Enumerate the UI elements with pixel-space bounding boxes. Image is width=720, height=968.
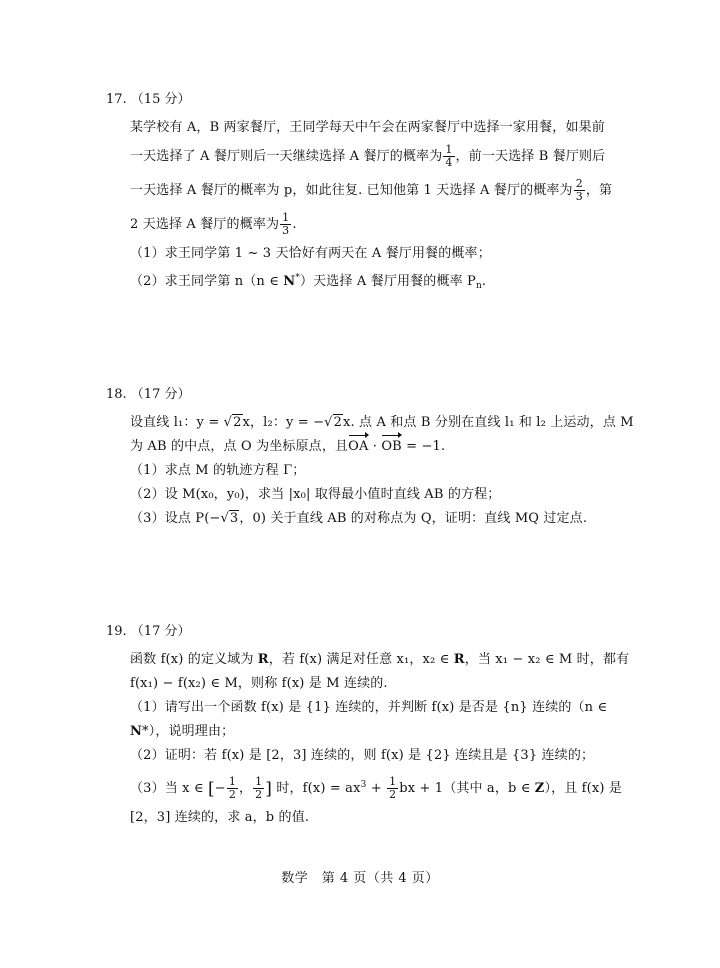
problem-17-body [130, 116, 626, 298]
problem-19 [106, 622, 630, 830]
sqrt-two: √2 [223, 415, 242, 430]
problem-18-line-2: 为 AB 的中点，点 O 为坐标原点，且OA · OB = −1. [130, 435, 626, 459]
problem-17-header: 17. （15 分） [106, 92, 191, 107]
problem-19-line-1: 函数 f(x) 的定义域为 R，若 f(x) 满足对任意 x₁，x₂ ∈ R，当 x₁ − x₂ ∈ M 时，都有 [130, 652, 630, 667]
problem-19-question-1: （1）请写出一个函数 f(x) 是 {1} 连续的，并判断 f(x) 是否是 {n} 连续的（n ∈ [130, 700, 608, 715]
problem-17-line-2: 一天选择了 A 餐厅则后一天继续选择 A 餐厅的概率为 $\frac{1}{4}$ ，前一天选择 B 餐厅则后 [130, 143, 606, 169]
problem-19-question-3-cont: [2，3] 连续的，求 a，b 的值. [130, 810, 310, 825]
fraction-two-thirds: $\frac{2}{3}$ [575, 177, 583, 203]
problem-18 [106, 385, 634, 531]
problem-19-question-2: （2）证明：若 f(x) 是 [2，3] 连续的，则 f(x) 是 {2} 连续且是 {3} 连续的； [130, 748, 595, 763]
problem-19-line-2: f(x₁) − f(x₂) ∈ M，则称 f(x) 是 M 连续的. [130, 676, 388, 691]
problem-18-question-3: （3）设点 P(−√3，0) 关于直线 AB 的对称点为 Q，证明：直线 MQ 过定点. [130, 507, 626, 531]
problem-19-body [130, 648, 630, 830]
problem-17-line-4: 2 天选择 A 餐厅的概率为 $\frac{1}{3}$ . [130, 211, 297, 237]
problem-19-header: 19. （17 分） [106, 624, 191, 639]
fraction-one-half: $\frac{1}{2}$ [255, 775, 263, 801]
vector-oa: OA [348, 435, 368, 459]
fraction-one-third: $\frac{1}{3}$ [282, 211, 290, 237]
problem-18-question-2: （2）设 M(x₀，y₀)，求当 |x₀| 取得最小值时直线 AB 的方程； [130, 487, 501, 502]
vector-ob: OB [381, 435, 402, 459]
problem-18-question-1: （1）求点 M 的轨迹方程 Γ； [130, 463, 306, 478]
problem-17 [106, 90, 626, 298]
page-footer: 数学 第 4 页（共 4 页） [281, 871, 439, 886]
problem-17-question-1: （1）求王同学第 1 ~ 3 天恰好有两天在 A 餐厅用餐的概率； [130, 246, 491, 261]
fraction-one-quarter: $\frac{1}{4}$ [445, 143, 453, 169]
sqrt-three: √3 [220, 511, 239, 526]
problem-17-line-1: 某学校有 A，B 两家餐厅，王同学每天中午会在两家餐厅中选择一家用餐，如果前 [130, 120, 605, 135]
problem-18-header: 18. （17 分） [106, 387, 191, 402]
problem-19-question-1-cont: N*），说明理由； [130, 724, 235, 739]
problem-18-line-1: 设直线 l₁：y = √2x，l₂：y = −√2x. 点 A 和点 B 分别在直线 l₁ 和 l₂ 上运动，点 M [130, 411, 626, 435]
problem-18-body [130, 411, 634, 531]
sqrt-two-negative: √2 [324, 415, 342, 430]
problem-19-question-3: （3）当 x ∈ [− $\frac{1}{2}$ ， $\frac{1}{2}$ ] 时，$f(x) = ax^3$ + $\frac{1}{2}$ bx + 1（其中 a，b ∈ Z），且 f(x) 是 [130, 775, 622, 801]
problem-17-question-2: （2）求王同学第 n（n ∈ N*）天选择 A 餐厅用餐的概率 $P_n$. [130, 273, 487, 291]
problem-17-line-3: 一天选择 A 餐厅的概率为 p，如此往复. 已知他第 1 天选择 A 餐厅的概率为 $\frac{2}{3}$ ，第 [130, 177, 613, 203]
fraction-one-half-negative: $\frac{1}{2}$ [228, 775, 236, 801]
fraction-one-half-coef: $\frac{1}{2}$ [389, 775, 397, 801]
